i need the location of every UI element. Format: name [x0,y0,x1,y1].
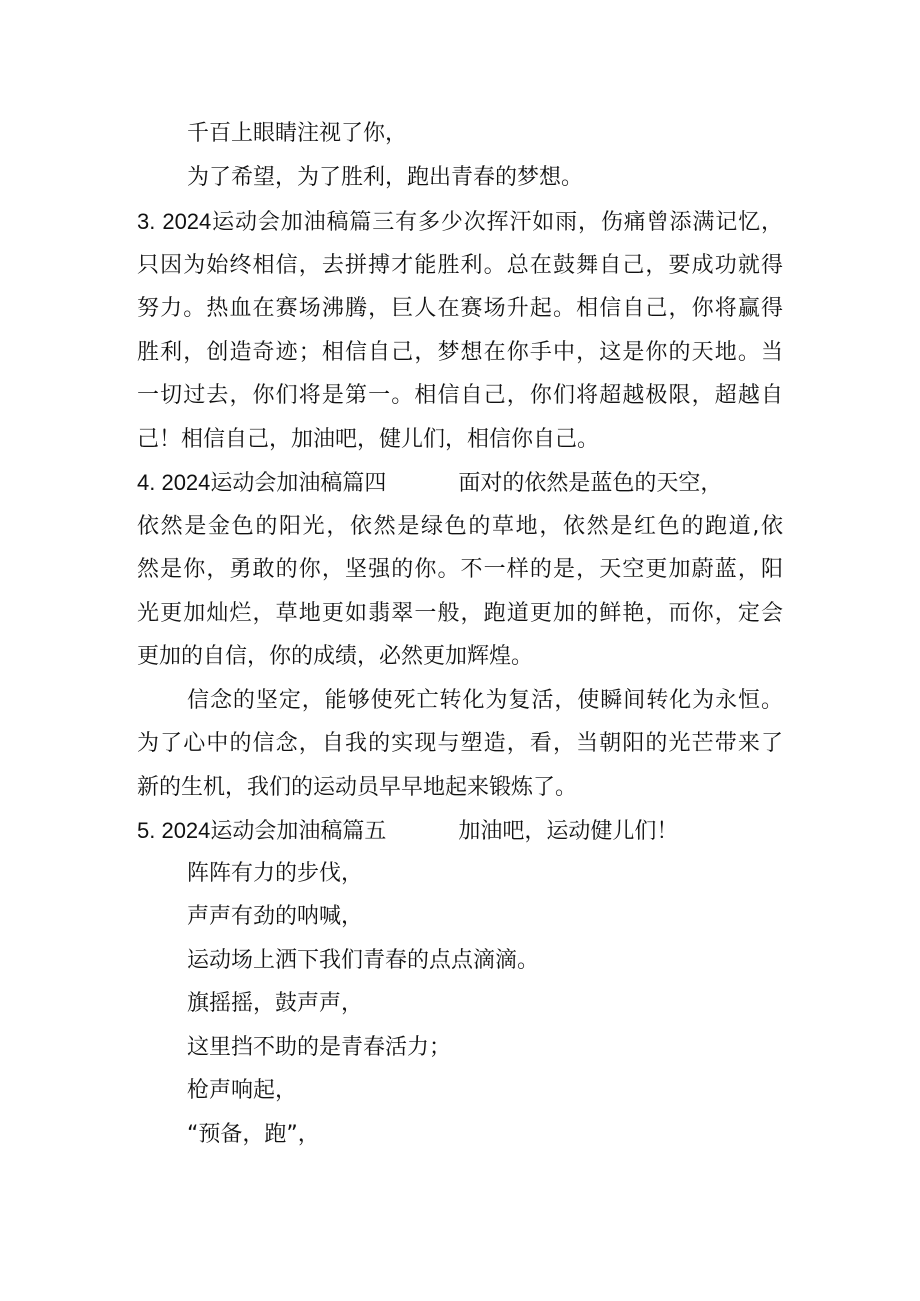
line-text: 只因为始终相信，去拼搏才能胜利。总在鼓舞自己，要成功就得 [137,253,783,278]
text-line [187,1120,320,1150]
text-line [137,512,783,542]
line-text: 枪声响起， [187,1078,298,1103]
line-text: 阵阵有力的步伐， [187,861,364,886]
line-text: 一切过去，你们将是第一。相信自己，你们将超越极限，超越自 [137,383,783,408]
text-line [187,163,583,193]
text-line [137,599,783,629]
text-line [187,1033,451,1063]
text-line [187,902,363,932]
text-line [187,1076,297,1106]
line-text: 新的生机，我们的运动员早早地起来锻炼了。 [137,775,578,800]
line-text: 面对的依然是蓝色的天空， [458,471,723,496]
line-text: 努力。热血在赛场沸腾，巨人在赛场升起。相信自己，你将赢得 [137,296,783,321]
text-line [187,859,363,889]
line-text: 为了希望，为了胜利，跑出青春的梦想。 [187,165,584,190]
line-text: 光更加灿烂，草地更如翡翠一般，跑道更加的鲜艳，而你，定会 [137,601,783,626]
line-text: 己！相信自己，加油吧，健儿们，相信你自己。 [137,427,600,452]
section-title: 运动会加油稿篇四 [210,471,387,496]
text-line [187,686,783,716]
line-text: 运动场上洒下我们青春的点点滴滴。 [187,948,540,973]
line-text: 千百上眼睛注视了你， [187,121,408,146]
section-heading-4 [137,468,722,499]
line-text: 胜利，创造奇迹；相信自己，梦想在你手中，这是你的天地。当 [137,340,783,365]
text-line [137,338,783,368]
line-text: 依然是金色的阳光，依然是绿色的草地，依然是红色的跑道,依 [137,514,783,539]
line-text: 加油吧，运动健儿们！ [458,819,679,844]
section-number: 3. 2024 [137,209,212,234]
line-text: 然是你，勇敢的你，坚强的你。不一样的是，天空更加蔚蓝，阳 [137,557,783,582]
section-number: 5. 2024 [137,818,211,843]
text-line [137,642,533,672]
section-title: 运动会加油稿篇五 [210,819,387,844]
line-text: 声声有劲的呐喊， [187,904,364,929]
text-line [137,425,599,455]
line-text: 为了心中的信念，自我的实现与塑造，看，当朝阳的光芒带来了 [137,731,783,756]
text-line [137,555,783,585]
line-text: 更加的自信，你的成绩，必然更加辉煌。 [137,644,534,669]
text-line [187,989,363,1019]
line-text: “预备，跑”， [187,1122,320,1147]
section-heading-3 [137,207,783,238]
text-line [137,773,577,803]
line-text: 这里挡不助的是青春活力； [187,1035,452,1060]
section-number: 4. 2024 [137,470,211,495]
text-line [187,119,407,149]
line-text: 运动会加油稿篇三有多少次挥汗如雨，伤痛曾添满记忆， [211,210,783,235]
text-line [187,946,539,976]
line-text: 旗摇摇，鼓声声， [187,991,364,1016]
text-line [137,251,783,281]
line-text: 信念的坚定，能够使死亡转化为复活，使瞬间转化为永恒。 [187,688,783,713]
text-line [137,294,783,324]
text-line [137,381,783,411]
section-heading-5 [137,816,678,847]
text-line [137,729,783,759]
